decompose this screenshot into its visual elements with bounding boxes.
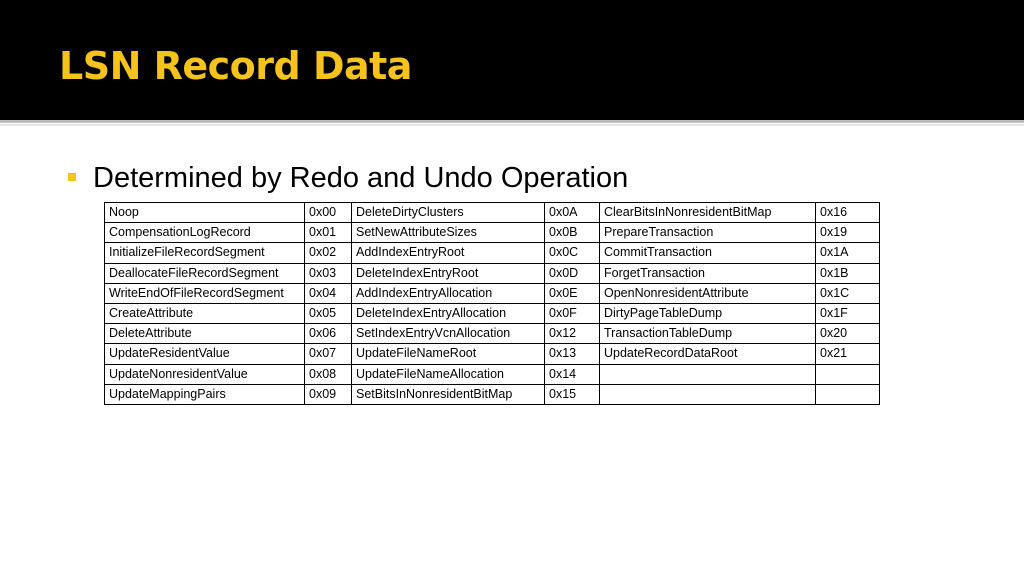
- table-cell-operation-code: [816, 364, 880, 384]
- table-cell-operation-code: 0x12: [545, 324, 600, 344]
- slide-title: LSN Record Data: [59, 44, 412, 88]
- table-cell-operation-name: DirtyPageTableDump: [600, 303, 816, 323]
- table-cell-operation-name: PrepareTransaction: [600, 223, 816, 243]
- table-cell-operation-name: UpdateResidentValue: [105, 344, 305, 364]
- table-cell-operation-code: 0x1F: [816, 303, 880, 323]
- table-body: [105, 203, 880, 405]
- table-cell-operation-name: TransactionTableDump: [600, 324, 816, 344]
- table-row: [105, 243, 880, 263]
- square-bullet-icon: [68, 173, 76, 181]
- table-cell-operation-name: CommitTransaction: [600, 243, 816, 263]
- table-cell-operation-code: 0x19: [816, 223, 880, 243]
- table-cell-operation-name: DeleteIndexEntryRoot: [352, 263, 545, 283]
- table-cell-operation-code: 0x0F: [545, 303, 600, 323]
- table-row: [105, 283, 880, 303]
- table-row: [105, 303, 880, 323]
- table-row: [105, 324, 880, 344]
- table-cell-operation-name: AddIndexEntryAllocation: [352, 283, 545, 303]
- table-cell-operation-name: CreateAttribute: [105, 303, 305, 323]
- table-row: [105, 384, 880, 404]
- table-cell-operation-name: SetIndexEntryVcnAllocation: [352, 324, 545, 344]
- table-row: [105, 263, 880, 283]
- table-cell-operation-name: AddIndexEntryRoot: [352, 243, 545, 263]
- table-cell-operation-code: 0x21: [816, 344, 880, 364]
- table-cell-operation-name: UpdateNonresidentValue: [105, 364, 305, 384]
- table-cell-operation-code: 0x1C: [816, 283, 880, 303]
- table-row: [105, 364, 880, 384]
- table-cell-operation-name: WriteEndOfFileRecordSegment: [105, 283, 305, 303]
- table-row: [105, 344, 880, 364]
- bullet-text: Determined by Redo and Undo Operation: [93, 161, 629, 194]
- table-cell-operation-code: 0x1B: [816, 263, 880, 283]
- table-cell-operation-name: ClearBitsInNonresidentBitMap: [600, 203, 816, 223]
- table-cell-operation-code: 0x07: [305, 344, 352, 364]
- bullet-item: [68, 158, 628, 198]
- table-cell-operation-code: 0x06: [305, 324, 352, 344]
- table-cell-operation-code: 0x0D: [545, 263, 600, 283]
- table-cell-operation-name: SetNewAttributeSizes: [352, 223, 545, 243]
- table-cell-operation-code: 0x09: [305, 384, 352, 404]
- table-cell-operation-name: Noop: [105, 203, 305, 223]
- table-cell-operation-name: UpdateFileNameRoot: [352, 344, 545, 364]
- table-cell-operation-name: [600, 384, 816, 404]
- table-cell-operation-name: [600, 364, 816, 384]
- table-cell-operation-code: 0x20: [816, 324, 880, 344]
- table-cell-operation-code: 0x04: [305, 283, 352, 303]
- table-cell-operation-name: SetBitsInNonresidentBitMap: [352, 384, 545, 404]
- table-cell-operation-code: 0x02: [305, 243, 352, 263]
- title-divider-shadow: [0, 124, 1024, 126]
- table-cell-operation-name: OpenNonresidentAttribute: [600, 283, 816, 303]
- table-cell-operation-code: 0x01: [305, 223, 352, 243]
- table-cell-operation-code: 0x14: [545, 364, 600, 384]
- title-divider: [0, 120, 1024, 123]
- table-cell-operation-code: 0x0E: [545, 283, 600, 303]
- table-cell-operation-name: DeleteDirtyClusters: [352, 203, 545, 223]
- table-cell-operation-code: 0x16: [816, 203, 880, 223]
- table-cell-operation-name: UpdateMappingPairs: [105, 384, 305, 404]
- table-cell-operation-code: 0x1A: [816, 243, 880, 263]
- table-cell-operation-name: ForgetTransaction: [600, 263, 816, 283]
- table-cell-operation-code: [816, 384, 880, 404]
- table-cell-operation-name: DeallocateFileRecordSegment: [105, 263, 305, 283]
- table-cell-operation-code: 0x13: [545, 344, 600, 364]
- table-cell-operation-name: CompensationLogRecord: [105, 223, 305, 243]
- table-cell-operation-name: InitializeFileRecordSegment: [105, 243, 305, 263]
- table-row: [105, 203, 880, 223]
- table-cell-operation-code: 0x0C: [545, 243, 600, 263]
- table-cell-operation-name: DeleteIndexEntryAllocation: [352, 303, 545, 323]
- lsn-record-table: [104, 202, 880, 405]
- table-cell-operation-name: UpdateFileNameAllocation: [352, 364, 545, 384]
- table-cell-operation-code: 0x03: [305, 263, 352, 283]
- table-cell-operation-code: 0x0A: [545, 203, 600, 223]
- table-cell-operation-code: 0x08: [305, 364, 352, 384]
- table-cell-operation-code: 0x05: [305, 303, 352, 323]
- table-cell-operation-code: 0x0B: [545, 223, 600, 243]
- table-cell-operation-name: DeleteAttribute: [105, 324, 305, 344]
- table-cell-operation-name: UpdateRecordDataRoot: [600, 344, 816, 364]
- table-cell-operation-code: 0x00: [305, 203, 352, 223]
- title-bar: [0, 0, 1024, 120]
- table-row: [105, 223, 880, 243]
- table-cell-operation-code: 0x15: [545, 384, 600, 404]
